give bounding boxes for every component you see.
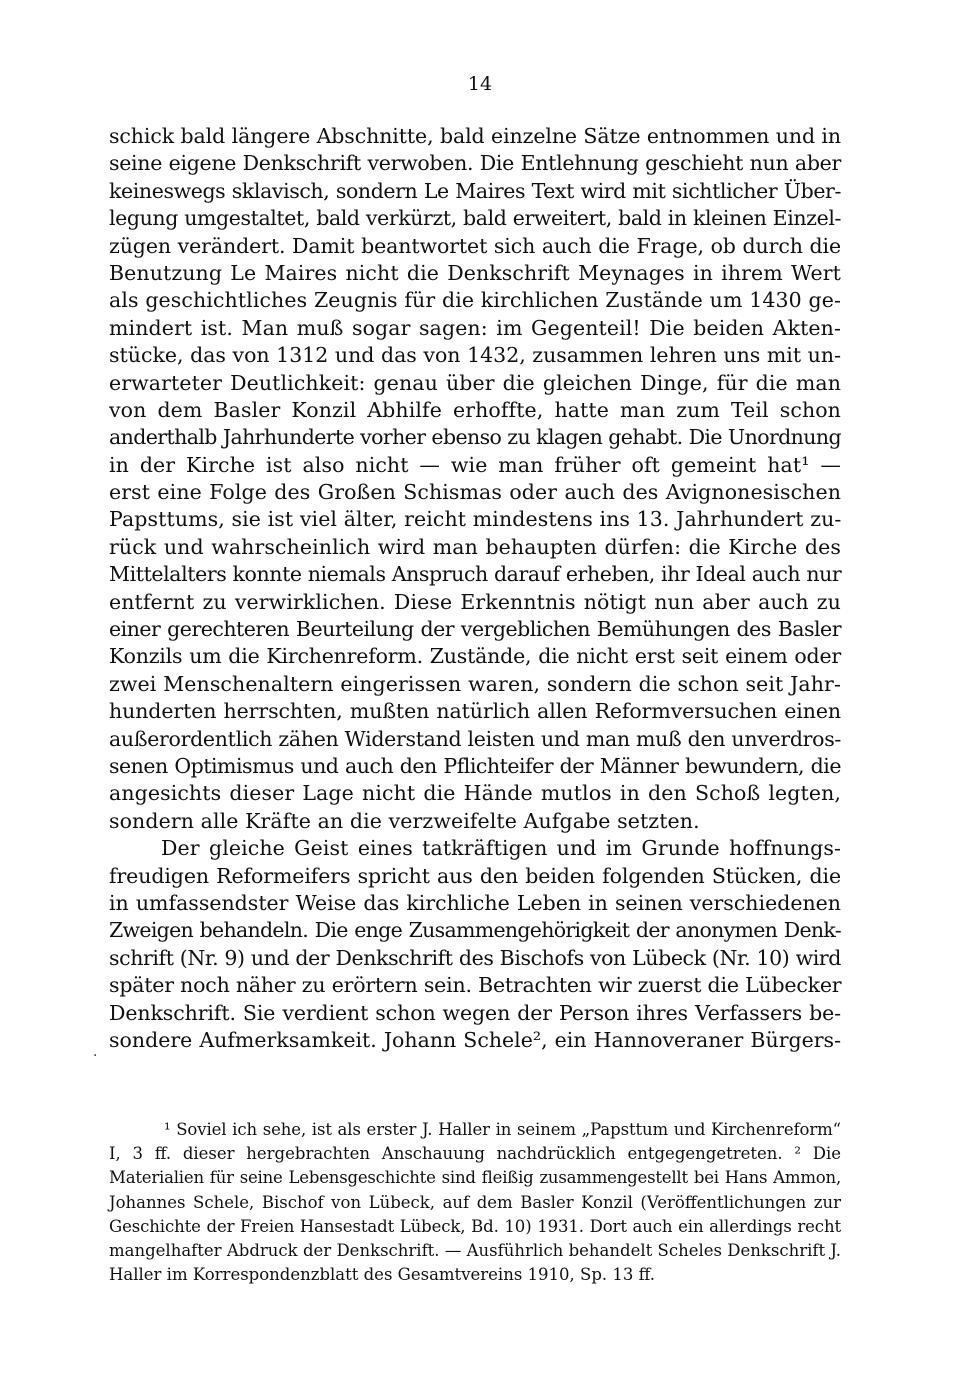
text-line: Mittelalters konnte niemals Anspruch darauf erheben, ihr Ideal auch nur xyxy=(109,562,842,587)
text-line: zügen verändert. Damit beantwortet sich auch die Frage, ob durch die xyxy=(109,233,841,258)
body-text xyxy=(109,123,841,1054)
text-line: entfernt zu verwirklichen. Diese Erkenntnis nötigt nun aber auch zu xyxy=(109,589,841,614)
text-line: erwarteter Deutlichkeit: genau über die gleichen Dinge, für die man xyxy=(109,370,841,395)
text-line: rück und wahrscheinlich wird man behaupten dürfen: die Kirche des xyxy=(109,534,841,559)
footnote-line: I, 3 ff. dieser hergebrachten Anschauung nachdrücklich entgegengetreten. ² Die xyxy=(109,1144,841,1164)
footnote-line: Johannes Schele, Bischof von Lübeck, auf dem Basler Konzil (Veröffentlichungen zur xyxy=(109,1192,841,1212)
page-number: 14 xyxy=(467,73,493,95)
text-line: mindert ist. Man muß sogar sagen: im Gegenteil! Die beiden Akten- xyxy=(109,315,841,340)
footnote-line: mangelhafter Abdruck der Denkschrift. — Ausführlich behandelt Scheles Denkschrift J. xyxy=(109,1240,841,1260)
text-line: in der Kirche ist also nicht — wie man früher oft gemeint hat¹ — xyxy=(109,452,841,477)
text-line: angesichts dieser Lage nicht die Hände mutlos in den Schoß legten, xyxy=(109,781,841,806)
margin-mark: · xyxy=(93,1048,98,1064)
text-line: senen Optimismus und auch den Pflichteifer der Männer bewundern, die xyxy=(109,753,841,778)
text-line: schrift (Nr. 9) und der Denkschrift des Bischofs von Lübeck (Nr. 10) wird xyxy=(109,945,841,970)
footnote-line: Haller im Korrespondenzblatt des Gesamtvereins 1910, Sp. 13 ff. xyxy=(109,1265,655,1285)
text-line: Zweigen behandeln. Die enge Zusammengehörigkeit der anonymen Denk- xyxy=(109,918,841,943)
text-line: sondere Aufmerksamkeit. Johann Schele², ein Hannoveraner Bürgers- xyxy=(109,1027,841,1052)
text-line: anderthalb Jahrhunderte vorher ebenso zu klagen gehabt. Die Unordnung xyxy=(109,425,841,450)
text-line: Denkschrift. Sie verdient schon wegen der Person ihres Verfassers be- xyxy=(109,1000,841,1025)
text-line: erst eine Folge des Großen Schismas oder auch des Avignonesischen xyxy=(109,480,841,505)
text-line: hunderten herrschten, mußten natürlich allen Reformversuchen einen xyxy=(109,699,841,724)
footnote-line: Geschichte der Freien Hansestadt Lübeck, Bd. 10) 1931. Dort auch ein allerdings recht xyxy=(109,1216,841,1236)
text-line: Papsttums, sie ist viel älter, reicht mindestens ins 13. Jahrhundert zu- xyxy=(109,507,842,532)
text-line: als geschichtliches Zeugnis für die kirchlichen Zustände um 1430 ge- xyxy=(109,288,841,313)
text-line: legung umgestaltet, bald verkürzt, bald erweitert, bald in kleinen Einzel- xyxy=(109,206,841,231)
text-line: Benutzung Le Maires nicht die Denkschrift Meynages in ihrem Wert xyxy=(109,260,841,285)
text-line: einer gerechteren Beurteilung der vergeblichen Bemühungen des Basler xyxy=(109,617,841,642)
text-line: Konzils um die Kirchenreform. Zustände, die nicht erst seit einem oder xyxy=(109,644,841,669)
text-line: keineswegs sklavisch, sondern Le Maires Text wird mit sichtlicher Über- xyxy=(109,178,841,203)
text-line: zwei Menschenaltern eingerissen waren, sondern die schon seit Jahr- xyxy=(109,671,841,696)
footnotes xyxy=(109,1118,841,1287)
text-line: sondern alle Kräfte an die verzweifelte Aufgabe setzten. xyxy=(109,808,700,833)
footnote-line: ¹ Soviel ich sehe, ist als erster J. Haller in seinem „Papsttum und Kirchenreform“ xyxy=(164,1120,841,1139)
text-line: in umfassendster Weise das kirchliche Leben in seinen verschiedenen xyxy=(109,890,841,915)
text-line: außerordentlich zähen Widerstand leisten und man muß den unverdros- xyxy=(109,726,842,751)
footnote-line: Materialien für seine Lebensgeschichte sind fleißig zusammengestellt bei Hans Ammon, xyxy=(109,1168,841,1188)
text-line: später noch näher zu erörtern sein. Betrachten wir zuerst die Lübecker xyxy=(109,973,842,998)
text-line: von dem Basler Konzil Abhilfe erhoffte, hatte man zum Teil schon xyxy=(109,397,841,422)
text-line: stücke, das von 1312 und das von 1432, zusammen lehren uns mit un- xyxy=(109,343,841,368)
text-line: seine eigene Denkschrift verwoben. Die Entlehnung geschieht nun aber xyxy=(109,151,841,176)
text-line-paragraph-start: Der gleiche Geist eines tatkräftigen und im Grunde hoffnungs- xyxy=(161,836,841,861)
text-line: schick bald längere Abschnitte, bald einzelne Sätze entnommen und in xyxy=(109,124,841,148)
text-line: freudigen Reformeifers spricht aus den beiden folgenden Stücken, die xyxy=(109,863,841,888)
